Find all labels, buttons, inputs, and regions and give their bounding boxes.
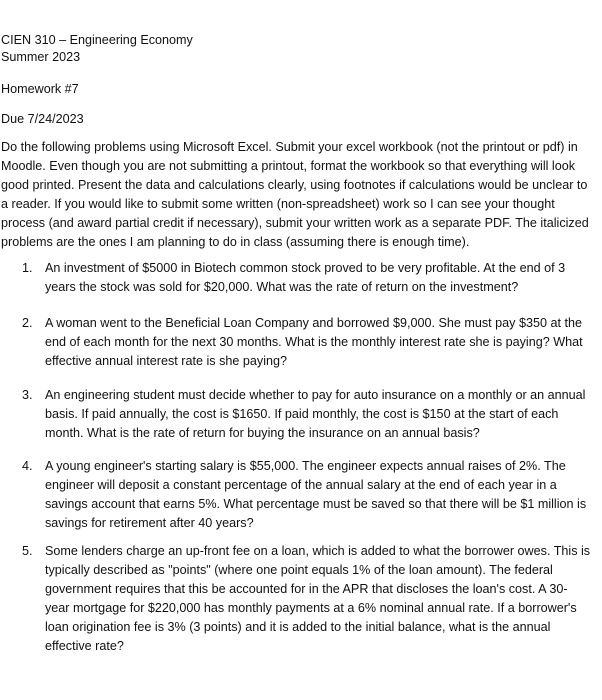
problem-number: 2. <box>22 316 33 330</box>
problem-number: 5. <box>22 544 33 558</box>
instructions-text: Do the following problems using Microsoft Excel. Submit your excel workbook (not the printout or pdf) in Moodle. Even though you are not submitting a printout, format the workbook so that everything will look good printed. Present the data and calculations clearly, using footnotes if calculations would be unclear to a reader. If you would like to submit some written (non-spreadsheet) work so I can see your thought process (and award partial credit if necessary), submit your written work as a separate PDF. The italicized problems are the ones I am planning to do in class (assuming there is enough time). <box>1 140 589 249</box>
problem-text: An investment of $5000 in Biotech common stock proved to be very profitable. At the end of 3 years the stock was sold for $20,000. What was the rate of return on the investment? <box>45 261 566 294</box>
course-title: CIEN 310 – Engineering Economy <box>1 33 193 47</box>
due-date: Due 7/24/2023 <box>1 112 84 126</box>
problem-text: An engineering student must decide whether to pay for auto insurance on a monthly or an annual basis. If paid annually, the cost is $1650. If paid monthly, the cost is $150 at the start of each month. What is the rate of return for buying the insurance on an annual basis? <box>45 388 586 440</box>
problem-text: Some lenders charge an up-front fee on a loan, which is added to what the borrower owes. This is typically described as "points" (where one point equals 1% of the loan amount). The federal government requires that this be accounted for in the APR that discloses the loan's cost. A 30-year mortgage for $220,000 has monthly payments at a 6% nominal annual rate. If a borrower's loan origination fee is 3% (3 points) and it is added to the initial balance, what is the annual effective rate? <box>45 544 591 653</box>
problem-text: A woman went to the Beneficial Loan Company and borrowed $9,000. She must pay $350 at the end of each month for the next 30 months. What is the monthly interest rate she is paying? What effective annual interest rate is she paying? <box>45 316 583 368</box>
instructions-paragraph <box>1 138 595 252</box>
problem-number: 4. <box>22 459 33 473</box>
term: Summer 2023 <box>1 50 81 64</box>
problem-number: 1. <box>22 261 33 275</box>
problem-number: 3. <box>22 388 33 402</box>
problem-text: A young engineer's starting salary is $55,000. The engineer expects annual raises of 2%. The engineer will deposit a constant percentage of the annual salary at the end of each year in a savings account that earns 5%. What percentage must be saved so that there will be $1 million is savings for retirement after 40 years? <box>45 459 587 530</box>
assignment-title: Homework #7 <box>1 82 79 96</box>
